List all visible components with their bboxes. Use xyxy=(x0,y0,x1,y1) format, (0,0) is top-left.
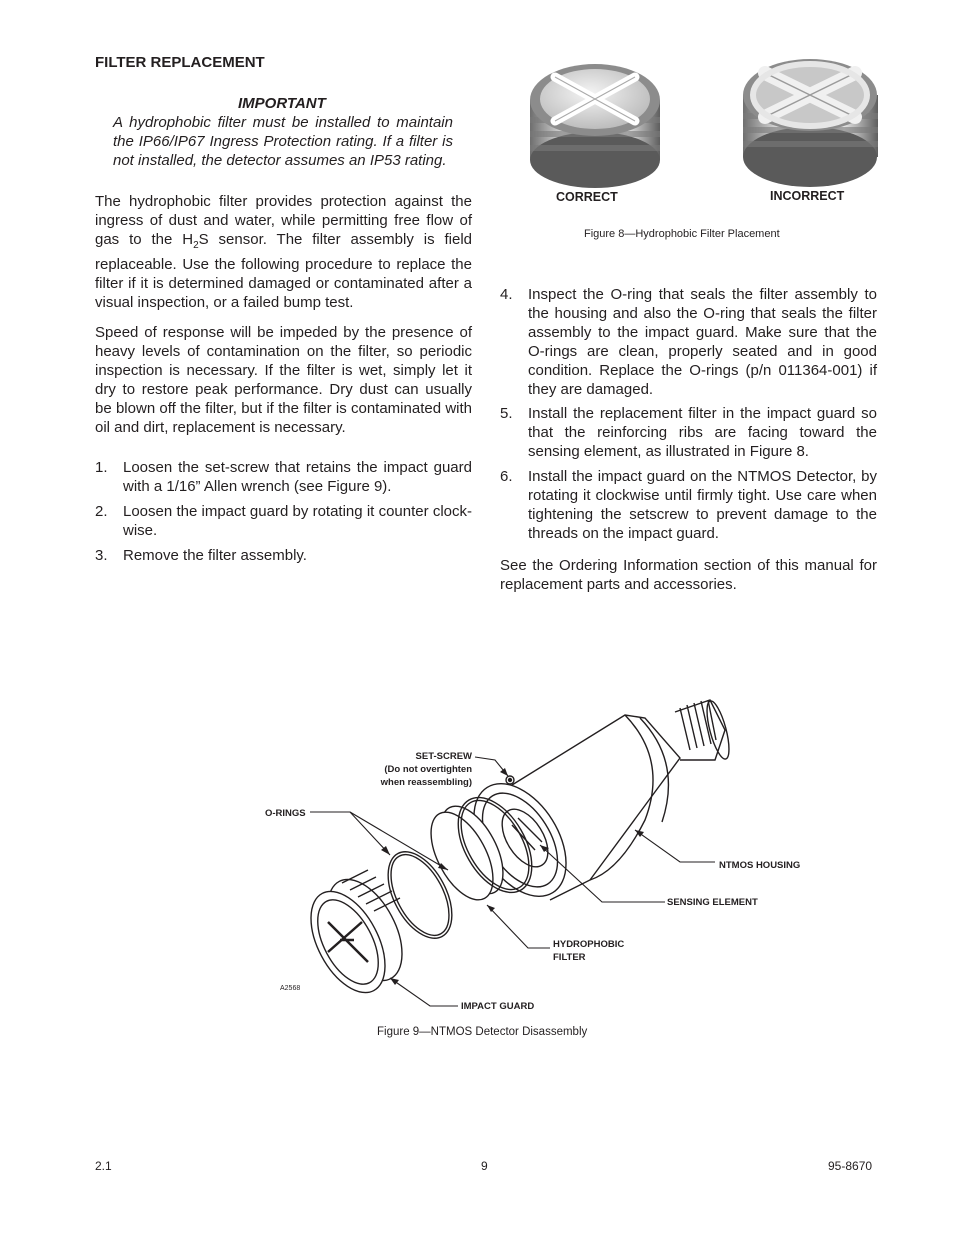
step-number: 5. xyxy=(500,405,513,422)
intro-paragraph xyxy=(95,192,472,312)
speed-paragraph: Speed of response will be impeded by the presence of heavy levels of contamination on the filter, so periodic inspection is necessary. If the filter is wet, simply let it dry to restore peak performance. Dry dust can usually be blown off the filter, but if the filter is contaminated with oil and dirt, replacement is necessary. xyxy=(95,324,472,436)
label-sensing-element: SENSING ELEMENT xyxy=(667,897,758,908)
step-number: 6. xyxy=(500,468,513,485)
intro-part2: S sensor. The filter assembly is field replaceable. Use the following procedure to replace the filter if it is determined damaged or contaminated after a visual inspection, or a failed bump test. xyxy=(95,231,472,311)
important-title: IMPORTANT xyxy=(238,95,326,112)
label-ntmos-housing: NTMOS HOUSING xyxy=(719,860,801,871)
figure8-caption: Figure 8—Hydrophobic Filter Placement xyxy=(584,228,780,240)
intro-subscript: 2 xyxy=(193,240,199,251)
label-hydrophobic-filter xyxy=(553,938,624,964)
step-6 xyxy=(500,467,877,547)
label-setscrew-line3: when reassembling) xyxy=(380,777,472,788)
label-setscrew xyxy=(370,750,472,789)
ordering-paragraph: See the Ordering Information section of this manual for replacement parts and accessories. xyxy=(500,557,877,593)
label-incorrect: INCORRECT xyxy=(770,189,845,203)
step-5 xyxy=(500,404,877,464)
footer-left: 2.1 xyxy=(95,1159,112,1173)
label-o-rings: O-RINGS xyxy=(265,808,306,819)
step-1 xyxy=(95,458,472,498)
page-number: 9 xyxy=(481,1159,488,1173)
label-setscrew-line1: SET-SCREW xyxy=(415,751,472,762)
figure8-photos xyxy=(520,55,890,190)
figure9-caption: Figure 9—NTMOS Detector Disassembly xyxy=(377,1026,588,1038)
step-number: 4. xyxy=(500,286,513,303)
incorrect-filter-photo xyxy=(743,59,878,187)
step-text: Inspect the O-ring that seals the filter assembly to the housing and also the O-ring that seals the filter assembly to the impact guard. Make sure that the O-rings are clean, properly seated and in good condition. Replace the O-rings (p/n 011364-001) if they are damaged. xyxy=(528,286,877,398)
figure9-code: A2568 xyxy=(280,985,301,992)
step-4 xyxy=(500,285,877,400)
important-text: A hydrophobic filter must be installed to maintain the IP66/IP67 Ingress Protection rating. If a filter is not installed, the detector assumes an IP53 rating. xyxy=(113,114,453,169)
label-filter-line2: FILTER xyxy=(553,952,586,963)
label-correct: CORRECT xyxy=(556,190,618,204)
step-number: 2. xyxy=(95,503,108,520)
step-text: Remove the filter assembly. xyxy=(123,547,307,564)
label-setscrew-line2: (Do not overtighten xyxy=(384,764,472,775)
intro-part1: The hydrophobic filter provides protection against the ingress of dust and water, while permitting free flow of gas to the H xyxy=(95,193,472,248)
correct-filter-photo xyxy=(530,64,660,188)
step-2 xyxy=(95,502,472,542)
step-text: Loosen the set-screw that retains the impact guard with a 1/16” Allen wrench (see Figure 9). xyxy=(123,459,472,495)
step-text: Loosen the impact guard by rotating it counter clock-wise. xyxy=(123,503,472,539)
step-number: 1. xyxy=(95,459,108,476)
step-3 xyxy=(95,546,472,566)
label-impact-guard: IMPACT GUARD xyxy=(461,1001,535,1012)
section-title: FILTER REPLACEMENT xyxy=(95,54,265,71)
figure9-drawing xyxy=(250,690,850,1025)
label-filter-line1: HYDROPHOBIC xyxy=(553,939,625,950)
step-text: Install the impact guard on the NTMOS Detector, by rotating it clockwise until firmly tight. Use care when tightening the setscrew to prevent damage to the threads on the impact guard. xyxy=(528,468,877,542)
footer-right: 95-8670 xyxy=(828,1159,873,1173)
step-text: Install the replacement filter in the impact guard so that the reinforcing ribs are facing toward the sensing element, as illustrated in Figure 8. xyxy=(528,405,877,460)
step-number: 3. xyxy=(95,547,108,564)
